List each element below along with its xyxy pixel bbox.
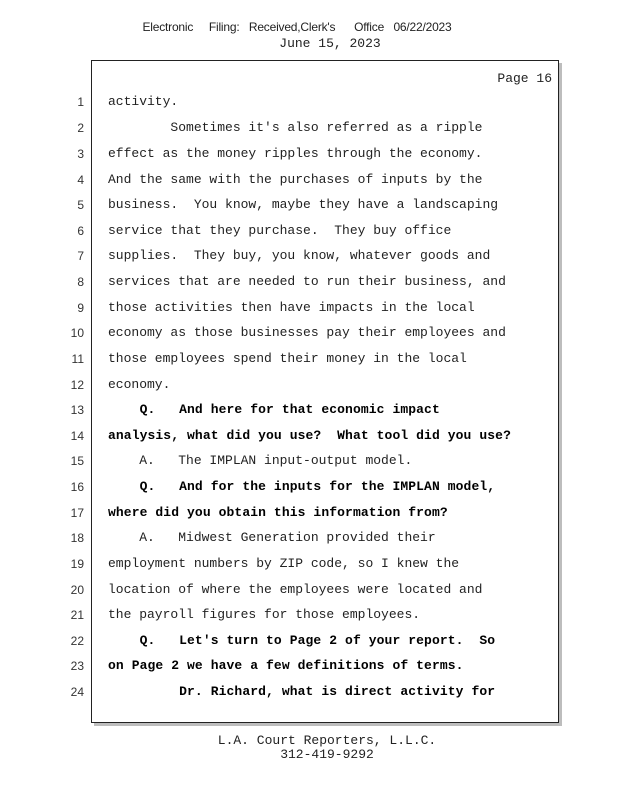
transcript-line (0, 92, 600, 112)
transcript-line (0, 656, 600, 676)
line-text: employment numbers by ZIP code, so I knew the (108, 556, 460, 571)
reporter-company: L.A. Court Reporters, L.L.C. (217, 733, 437, 748)
page-number: Page 16 (497, 71, 552, 86)
transcript-line (0, 118, 600, 138)
line-number: 17 (70, 506, 84, 520)
transcript-line (0, 580, 600, 600)
transcript-line (0, 426, 600, 446)
line-number: 13 (70, 403, 84, 417)
line-number: 22 (70, 634, 84, 648)
line-number: 2 (77, 121, 84, 135)
line-number: 14 (70, 429, 84, 443)
transcript-line (0, 477, 600, 497)
transcript-line (0, 503, 600, 523)
line-text: services that are needed to run their business, and (108, 274, 506, 289)
transcript-line (0, 682, 600, 702)
line-text: business. You know, maybe they have a landscaping (108, 197, 499, 212)
line-number: 15 (70, 454, 84, 468)
transcript-line (0, 631, 600, 651)
line-number: 7 (77, 249, 84, 263)
line-text: A. Midwest Generation provided their (108, 530, 436, 545)
line-text: activity. (108, 94, 179, 109)
line-number: 8 (77, 275, 84, 289)
line-number: 20 (70, 583, 84, 597)
transcript-line (0, 528, 600, 548)
transcript-line (0, 246, 600, 266)
line-number: 11 (71, 352, 84, 366)
transcript-line (0, 195, 600, 215)
line-number: 16 (70, 480, 84, 494)
transcript-line (0, 221, 600, 241)
line-number: 23 (70, 659, 84, 673)
reporter-phone: 312-419-9292 (280, 747, 374, 762)
line-text: those activities then have impacts in the local (108, 300, 475, 315)
transcript-line (0, 349, 600, 369)
line-text: supplies. They buy, you know, whatever goods and (108, 248, 491, 263)
transcript-line (0, 554, 600, 574)
transcript-line (0, 323, 600, 343)
line-number: 12 (70, 378, 84, 392)
line-text: on Page 2 we have a few definitions of terms. (108, 658, 464, 673)
line-text: economy. (108, 377, 171, 392)
line-number: 5 (77, 198, 84, 212)
line-text: A. The IMPLAN input-output model. (108, 453, 413, 468)
line-number: 18 (70, 531, 84, 545)
transcript-line (0, 170, 600, 190)
line-text: Q. And for the inputs for the IMPLAN model, (108, 479, 496, 494)
line-number: 9 (77, 301, 84, 315)
line-number: 21 (70, 608, 84, 622)
filing-stamp: Electronic Filing: Received,Clerk's Office 06/22/2023 (142, 20, 452, 34)
line-text: Q. And here for that economic impact (108, 402, 440, 417)
transcript-line (0, 400, 600, 420)
transcript-line (0, 272, 600, 292)
line-number: 6 (77, 224, 84, 238)
line-text: economy as those businesses pay their employees and (108, 325, 506, 340)
line-number: 3 (77, 147, 84, 161)
line-number: 10 (70, 326, 84, 340)
line-number: 24 (70, 685, 84, 699)
line-text: those employees spend their money in the local (108, 351, 467, 366)
line-text: Dr. Richard, what is direct activity for (108, 684, 496, 699)
transcript-date: June 15, 2023 (279, 36, 381, 51)
line-text: the payroll figures for those employees. (108, 607, 421, 622)
line-text: Q. Let's turn to Page 2 of your report. So (108, 633, 496, 648)
line-text: service that they purchase. They buy office (108, 223, 452, 238)
line-text: And the same with the purchases of inputs by the (108, 172, 483, 187)
transcript-line (0, 144, 600, 164)
line-text: analysis, what did you use? What tool did you use? (108, 428, 511, 443)
line-number: 1 (77, 95, 84, 109)
transcript-line (0, 375, 600, 395)
line-number: 4 (77, 173, 84, 187)
transcript-line (0, 451, 600, 471)
transcript-line (0, 298, 600, 318)
transcript-line (0, 605, 600, 625)
line-text: where did you obtain this information from? (108, 505, 448, 520)
line-text: location of where the employees were located and (108, 582, 483, 597)
line-text: effect as the money ripples through the economy. (108, 146, 483, 161)
line-number: 19 (70, 557, 84, 571)
line-text: Sometimes it's also referred as a ripple (108, 120, 483, 135)
